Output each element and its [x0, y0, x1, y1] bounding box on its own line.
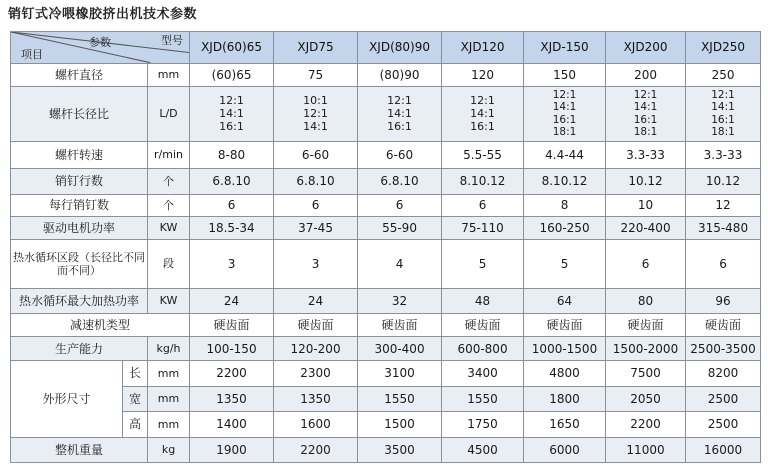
model-header: XJD200 — [606, 32, 686, 64]
value-cell: 8200 — [686, 361, 761, 386]
value-cell: 64 — [524, 288, 606, 313]
dimension-unit: mm — [148, 361, 190, 386]
model-header: XJD120 — [442, 32, 524, 64]
value-cell: 硬齿面 — [190, 313, 274, 336]
value-cell: 300-400 — [358, 337, 442, 361]
value-cell: 6.8.10 — [190, 169, 274, 194]
row-unit: KW — [148, 288, 190, 313]
value-line: 12:1 — [387, 94, 412, 108]
value-cell: 8 — [524, 194, 606, 216]
value-cell: 3400 — [442, 361, 524, 386]
value-line: 12:1 — [711, 88, 735, 101]
dimension-sub-label: 高 — [123, 412, 148, 437]
value-cell: 24 — [274, 288, 358, 313]
value-cell: 11000 — [606, 437, 686, 462]
value-line: 18:1 — [711, 126, 735, 139]
value-cell: 5 — [524, 240, 606, 289]
value-cell: (60)65 — [190, 63, 274, 86]
table-row — [11, 141, 761, 168]
value-cell: 6.8.10 — [274, 169, 358, 194]
row-unit: r/min — [148, 141, 190, 168]
value-cell: 37-45 — [274, 216, 358, 239]
value-line: 10:1 — [303, 94, 328, 108]
value-cell: 6-60 — [274, 141, 358, 168]
value-cell — [686, 86, 761, 141]
value-cell: 10.12 — [606, 169, 686, 194]
table-row — [11, 216, 761, 239]
header-item-label: 项目 — [21, 47, 43, 61]
model-header: XJD(80)90 — [358, 32, 442, 64]
value-cell: 1350 — [274, 386, 358, 411]
value-cell: 1400 — [190, 412, 274, 437]
dimension-unit: mm — [148, 386, 190, 411]
row-label: 热水循环最大加热功率 — [11, 288, 148, 313]
value-cell: 3500 — [358, 437, 442, 462]
value-cell: 55-90 — [358, 216, 442, 239]
value-cell — [606, 86, 686, 141]
value-line: 12:1 — [552, 88, 577, 101]
value-cell: 2200 — [274, 437, 358, 462]
value-cell: 1600 — [274, 412, 358, 437]
row-label: 减速机类型 — [11, 313, 190, 336]
value-line: 16:1 — [711, 113, 735, 126]
value-cell: 100-150 — [190, 337, 274, 361]
value-cell: 8-80 — [190, 141, 274, 168]
value-cell: 6-60 — [358, 141, 442, 168]
value-cell: 1000-1500 — [524, 337, 606, 361]
row-unit: mm — [148, 63, 190, 86]
value-line: 14:1 — [387, 107, 412, 121]
dimensions-label: 外形尺寸 — [11, 361, 123, 437]
row-label: 螺杆长径比 — [11, 86, 148, 141]
header-row — [11, 32, 761, 64]
value-line: 18:1 — [552, 126, 577, 139]
value-cell: 10 — [606, 194, 686, 216]
value-cell: 6.8.10 — [358, 169, 442, 194]
value-line: 12:1 — [303, 107, 328, 121]
row-label: 每行销钉数 — [11, 194, 148, 216]
value-line: 14:1 — [470, 107, 495, 121]
value-cell: 2200 — [190, 361, 274, 386]
value-cell: 硬齿面 — [686, 313, 761, 336]
value-cell: 32 — [358, 288, 442, 313]
row-unit: KW — [148, 216, 190, 239]
value-cell: 200 — [606, 63, 686, 86]
value-cell: 5.5-55 — [442, 141, 524, 168]
value-cell: 6 — [358, 194, 442, 216]
value-line: 12:1 — [219, 94, 244, 108]
value-cell: 1500-2000 — [606, 337, 686, 361]
model-header: XJD75 — [274, 32, 358, 64]
value-cell: 48 — [442, 288, 524, 313]
model-header: XJD250 — [686, 32, 761, 64]
table-row — [11, 337, 761, 361]
value-cell: 4.4-44 — [524, 141, 606, 168]
row-unit: kg — [148, 437, 190, 462]
value-cell: 1500 — [358, 412, 442, 437]
value-cell: 220-400 — [606, 216, 686, 239]
value-cell: 4800 — [524, 361, 606, 386]
value-cell: 6 — [190, 194, 274, 216]
value-cell: 2500-3500 — [686, 337, 761, 361]
weight-row — [11, 437, 761, 462]
value-cell — [524, 86, 606, 141]
value-line: 16:1 — [552, 113, 577, 126]
row-unit: 个 — [148, 169, 190, 194]
value-cell: 硬齿面 — [358, 313, 442, 336]
value-cell: 1350 — [190, 386, 274, 411]
value-cell: 80 — [606, 288, 686, 313]
value-cell: 1900 — [190, 437, 274, 462]
value-cell: 硬齿面 — [274, 313, 358, 336]
table-row — [11, 63, 761, 86]
dimension-row — [11, 412, 761, 437]
value-cell: 7500 — [606, 361, 686, 386]
header-param-label: 参数 — [89, 36, 111, 49]
model-header: XJD-150 — [524, 32, 606, 64]
dimension-sub-label: 长 — [123, 361, 148, 386]
value-cell: 120-200 — [274, 337, 358, 361]
value-cell: 16000 — [686, 437, 761, 462]
row-label: 销钉行数 — [11, 169, 148, 194]
value-cell: 75-110 — [442, 216, 524, 239]
table-row — [11, 288, 761, 313]
value-line: 14:1 — [219, 107, 244, 121]
value-cell: 1550 — [358, 386, 442, 411]
value-cell: 4500 — [442, 437, 524, 462]
value-line: 18:1 — [633, 126, 658, 139]
value-cell: 3.3-33 — [686, 141, 761, 168]
model-header: XJD(60)65 — [190, 32, 274, 64]
value-cell: 24 — [190, 288, 274, 313]
value-line: 14:1 — [303, 120, 328, 134]
value-cell: 6 — [686, 240, 761, 289]
value-line: 14:1 — [711, 101, 735, 114]
row-unit: L/D — [148, 86, 190, 141]
value-cell: 2300 — [274, 361, 358, 386]
value-cell: 8.10.12 — [442, 169, 524, 194]
value-cell: 2500 — [686, 412, 761, 437]
value-cell: 6 — [606, 240, 686, 289]
value-cell: 2500 — [686, 386, 761, 411]
value-line: 14:1 — [552, 101, 577, 114]
table-row — [11, 194, 761, 216]
table-row — [11, 240, 761, 289]
value-cell: 硬齿面 — [442, 313, 524, 336]
value-cell: 1750 — [442, 412, 524, 437]
value-cell: 5 — [442, 240, 524, 289]
table-row — [11, 86, 761, 141]
value-line: 16:1 — [219, 120, 244, 134]
value-line: 16:1 — [633, 113, 658, 126]
value-line: 14:1 — [633, 101, 658, 114]
value-cell: 75 — [274, 63, 358, 86]
row-label: 生产能力 — [11, 337, 148, 361]
header-corner-cell — [11, 32, 190, 64]
value-cell: 3100 — [358, 361, 442, 386]
value-cell: 2050 — [606, 386, 686, 411]
row-unit: 段 — [148, 240, 190, 289]
page-title: 销钉式冷喂橡胶挤出机技术参数 — [8, 7, 198, 22]
spec-table — [10, 31, 761, 463]
dimension-row — [11, 361, 761, 386]
value-cell: 8.10.12 — [524, 169, 606, 194]
value-cell: 硬齿面 — [524, 313, 606, 336]
row-unit: kg/h — [148, 337, 190, 361]
value-cell: 6000 — [524, 437, 606, 462]
value-cell: 250 — [686, 63, 761, 86]
value-cell — [190, 86, 274, 141]
value-cell: 12 — [686, 194, 761, 216]
value-cell: 10.12 — [686, 169, 761, 194]
value-cell: 1550 — [442, 386, 524, 411]
row-unit: 个 — [148, 194, 190, 216]
value-cell: 1800 — [524, 386, 606, 411]
row-label: 螺杆转速 — [11, 141, 148, 168]
value-cell: 315-480 — [686, 216, 761, 239]
row-label: 整机重量 — [11, 437, 148, 462]
value-cell: 3 — [190, 240, 274, 289]
row-label: 螺杆直径 — [11, 63, 148, 86]
table-row — [11, 313, 761, 336]
value-cell — [358, 86, 442, 141]
value-cell: 6 — [274, 194, 358, 216]
value-cell: 2200 — [606, 412, 686, 437]
value-line: 12:1 — [470, 94, 495, 108]
value-cell: 3.3-33 — [606, 141, 686, 168]
value-cell: 4 — [358, 240, 442, 289]
value-cell: 3 — [274, 240, 358, 289]
value-cell: (80)90 — [358, 63, 442, 86]
value-cell: 160-250 — [524, 216, 606, 239]
value-line: 16:1 — [470, 120, 495, 134]
value-line: 12:1 — [633, 88, 658, 101]
value-cell: 150 — [524, 63, 606, 86]
value-cell: 120 — [442, 63, 524, 86]
row-label: 驱动电机功率 — [11, 216, 148, 239]
table-row — [11, 169, 761, 194]
dimension-row — [11, 386, 761, 411]
header-type-label: 型号 — [161, 34, 184, 47]
value-cell: 6 — [442, 194, 524, 216]
dimension-unit: mm — [148, 412, 190, 437]
value-cell — [442, 86, 524, 141]
value-cell: 硬齿面 — [606, 313, 686, 336]
dimension-sub-label: 宽 — [123, 386, 148, 411]
value-line: 16:1 — [387, 120, 412, 134]
value-cell: 18.5-34 — [190, 216, 274, 239]
value-cell: 96 — [686, 288, 761, 313]
value-cell: 600-800 — [442, 337, 524, 361]
row-label: 热水循环区段（长径比不同而不同） — [11, 240, 148, 289]
value-cell: 1650 — [524, 412, 606, 437]
value-cell — [274, 86, 358, 141]
